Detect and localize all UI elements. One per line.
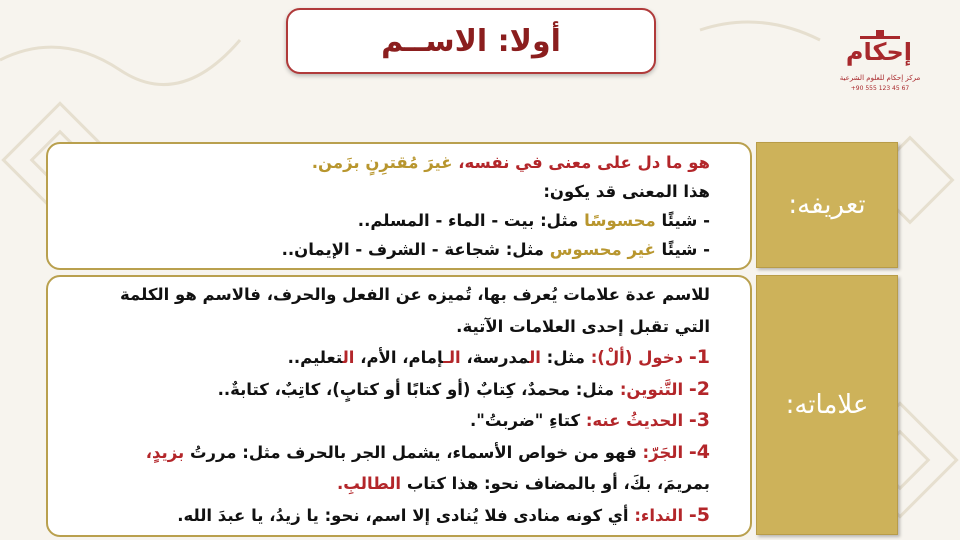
sign-item-4: 4- الجَرّ: فهو من خواص الأسماء، يشمل الجر بالحرف مثل: مررتُ بزيدٍ،: [145, 440, 710, 463]
signs-intro-1: للاسم عدة علامات يُعرف بها، تُميزه عن الفعل والحرف، فالاسم هو الكلمة: [120, 285, 710, 304]
signs-label: علاماته:: [756, 275, 898, 535]
definition-label: تعريفه:: [756, 142, 898, 268]
logo-phone: +90 555 123 45 67: [850, 85, 910, 92]
definition-line-1: هو ما دل على معنى في نفسه، غيرَ مُقترِنٍ بزَمن.: [311, 153, 710, 172]
title-box: [286, 8, 656, 74]
sign-item-2: 2- التَّنوين: مثل: محمدٌ، كِتابٌ (أو كتابًا أو كتابٍ)، كاتِبٌ، كتابةٌ..: [217, 377, 710, 400]
logo: [838, 30, 922, 98]
page-title: أولا: الاســم: [381, 23, 561, 59]
logo-word: إحكام: [845, 38, 912, 66]
signs-intro-2: التي تقبل إحدى العلامات الآتية.: [456, 316, 710, 336]
signs-box: [46, 275, 752, 537]
sign-item-4-continued: بمريمَ، بكَ، أو بالمضاف نحو: هذا كتاب الطالبِ.: [337, 474, 710, 493]
logo-caption: مركز إحكام للعلوم الشرعية: [839, 74, 921, 82]
sign-item-3: 3- الحديثُ عنه: كتاءِ "ضربتُ".: [470, 409, 710, 431]
definition-line-2: هذا المعنى قد يكون:: [543, 182, 710, 201]
sign-item-1: 1- دخول (ألْ): مثل: المدرسة، الـإمام، الأم، التعليم..: [287, 346, 710, 368]
definition-box: [46, 142, 752, 270]
definition-line-3: - شيئًا محسوسًا مثل: بيت - الماء - المسلم..: [357, 211, 710, 230]
definition-line-4: - شيئًا غير محسوس مثل: شجاعة - الشرف - الإيمان..: [281, 240, 710, 259]
sign-item-5: 5- النداء: أي كونه منادى فلا يُنادى إلا اسم، نحو: يا زيدُ، يا عبدَ الله.: [177, 503, 710, 526]
